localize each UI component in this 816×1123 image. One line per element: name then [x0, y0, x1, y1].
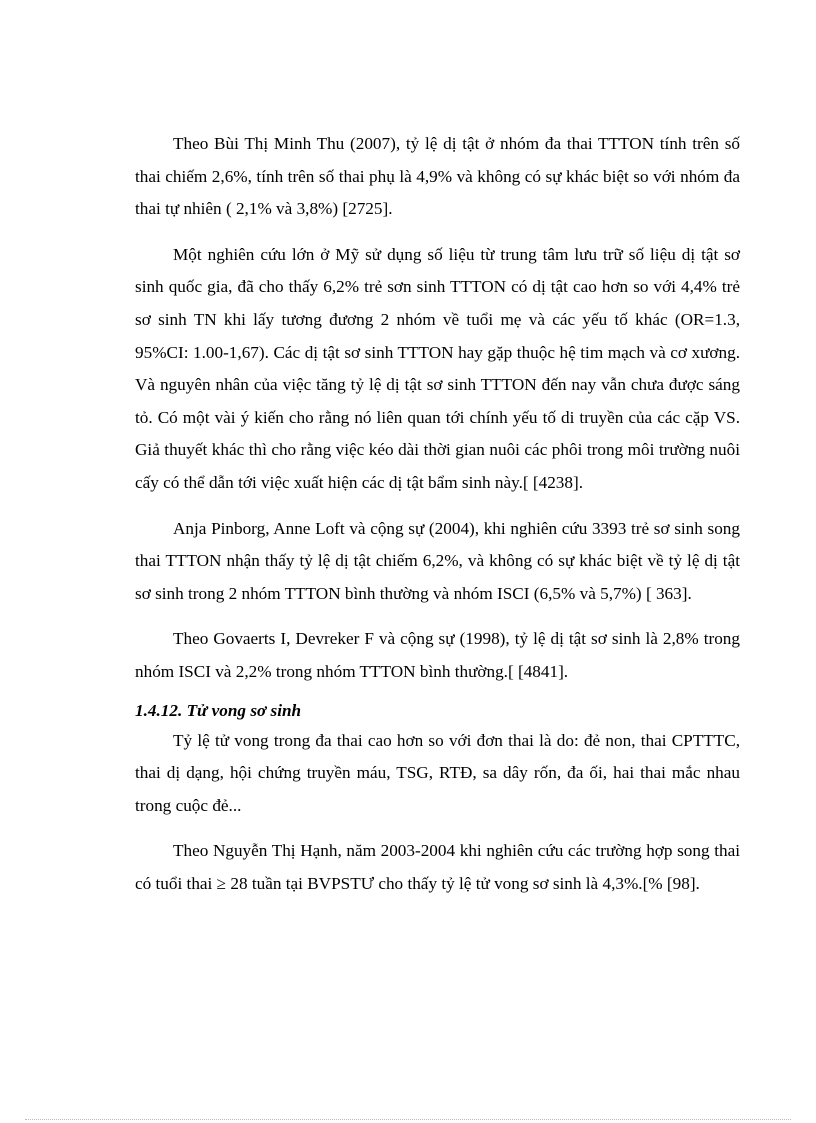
- paragraph-nguyen-thi-hanh: Theo Nguyễn Thị Hạnh, năm 2003-2004 khi nghiên cứu các trường hợp song thai có tuổi thai ≥ 28 tuần tại BVPSTƯ cho thấy tỷ lệ tử vong sơ sinh là 4,3%.[% [98].: [135, 841, 740, 893]
- paragraph-anja-pinborg: Anja Pinborg, Anne Loft và cộng sự (2004), khi nghiên cứu 3393 trẻ sơ sinh song thai TTTON nhận thấy tỷ lệ dị tật chiếm 6,2%, và không có sự khác biệt về tỷ lệ dị tật sơ sinh trong 2 nhóm TTTON bình thường và nhóm ISCI (6,5% và 5,7%) [ 363].: [135, 518, 740, 603]
- page-bottom-divider: [25, 1119, 791, 1120]
- paragraph-bui-thi-minh-thu: Theo Bùi Thị Minh Thu (2007), tỷ lệ dị tật ở nhóm đa thai TTTON tính trên số thai chiếm 2,6%, tính trên số thai phụ là 4,9% và không có sự khác biệt so với nhóm đa thai tự nhiên ( 2,1% và 3,8%) [2725].: [135, 134, 740, 219]
- paragraph-us-study: Một nghiên cứu lớn ở Mỹ sử dụng số liệu từ trung tâm lưu trữ số liệu dị tật sơ sinh quốc gia, đã cho thấy 6,2% trẻ sơn sinh TTTON có dị tật cao hơn so với 4,4% trẻ sơ sinh TN khi lấy tương đương 2 nhóm về tuổi mẹ và các yếu tố khác (OR=1.3, 95%CI: 1.00-1,67). Các dị tật sơ sinh TTTON hay gặp thuộc hệ tim mạch và cơ xương. Và nguyên nhân của việc tăng tỷ lệ dị tật sơ sinh TTTON đến nay vẫn chưa được sáng tỏ. Có một vài ý kiến cho rằng nó liên quan tới chính yếu tố di truyền của các cặp VS. Giả thuyết khác thì cho rằng việc kéo dài thời gian nuôi các phôi trong môi trường nuôi cấy có thể dẫn tới việc xuất hiện các dị tật bẩm sinh này.[ [4238].: [135, 244, 740, 492]
- paragraph-mortality-causes: Tỷ lệ tử vong trong đa thai cao hơn so với đơn thai là do: đẻ non, thai CPTTTC, thai dị dạng, hội chứng truyền máu, TSG, RTĐ, sa dây rốn, đa ối, hai thai mắc nhau trong cuộc đẻ...: [135, 730, 740, 815]
- paragraph-govaerts: Theo Govaerts I, Devreker F và cộng sự (1998), tỷ lệ dị tật sơ sinh là 2,8% trong nhóm ISCI và 2,2% trong nhóm TTTON bình thường.[ [4841].: [135, 629, 740, 681]
- document-page: [135, 128, 740, 913]
- section-heading: 1.4.12. Tử vong sơ sinh: [135, 700, 302, 720]
